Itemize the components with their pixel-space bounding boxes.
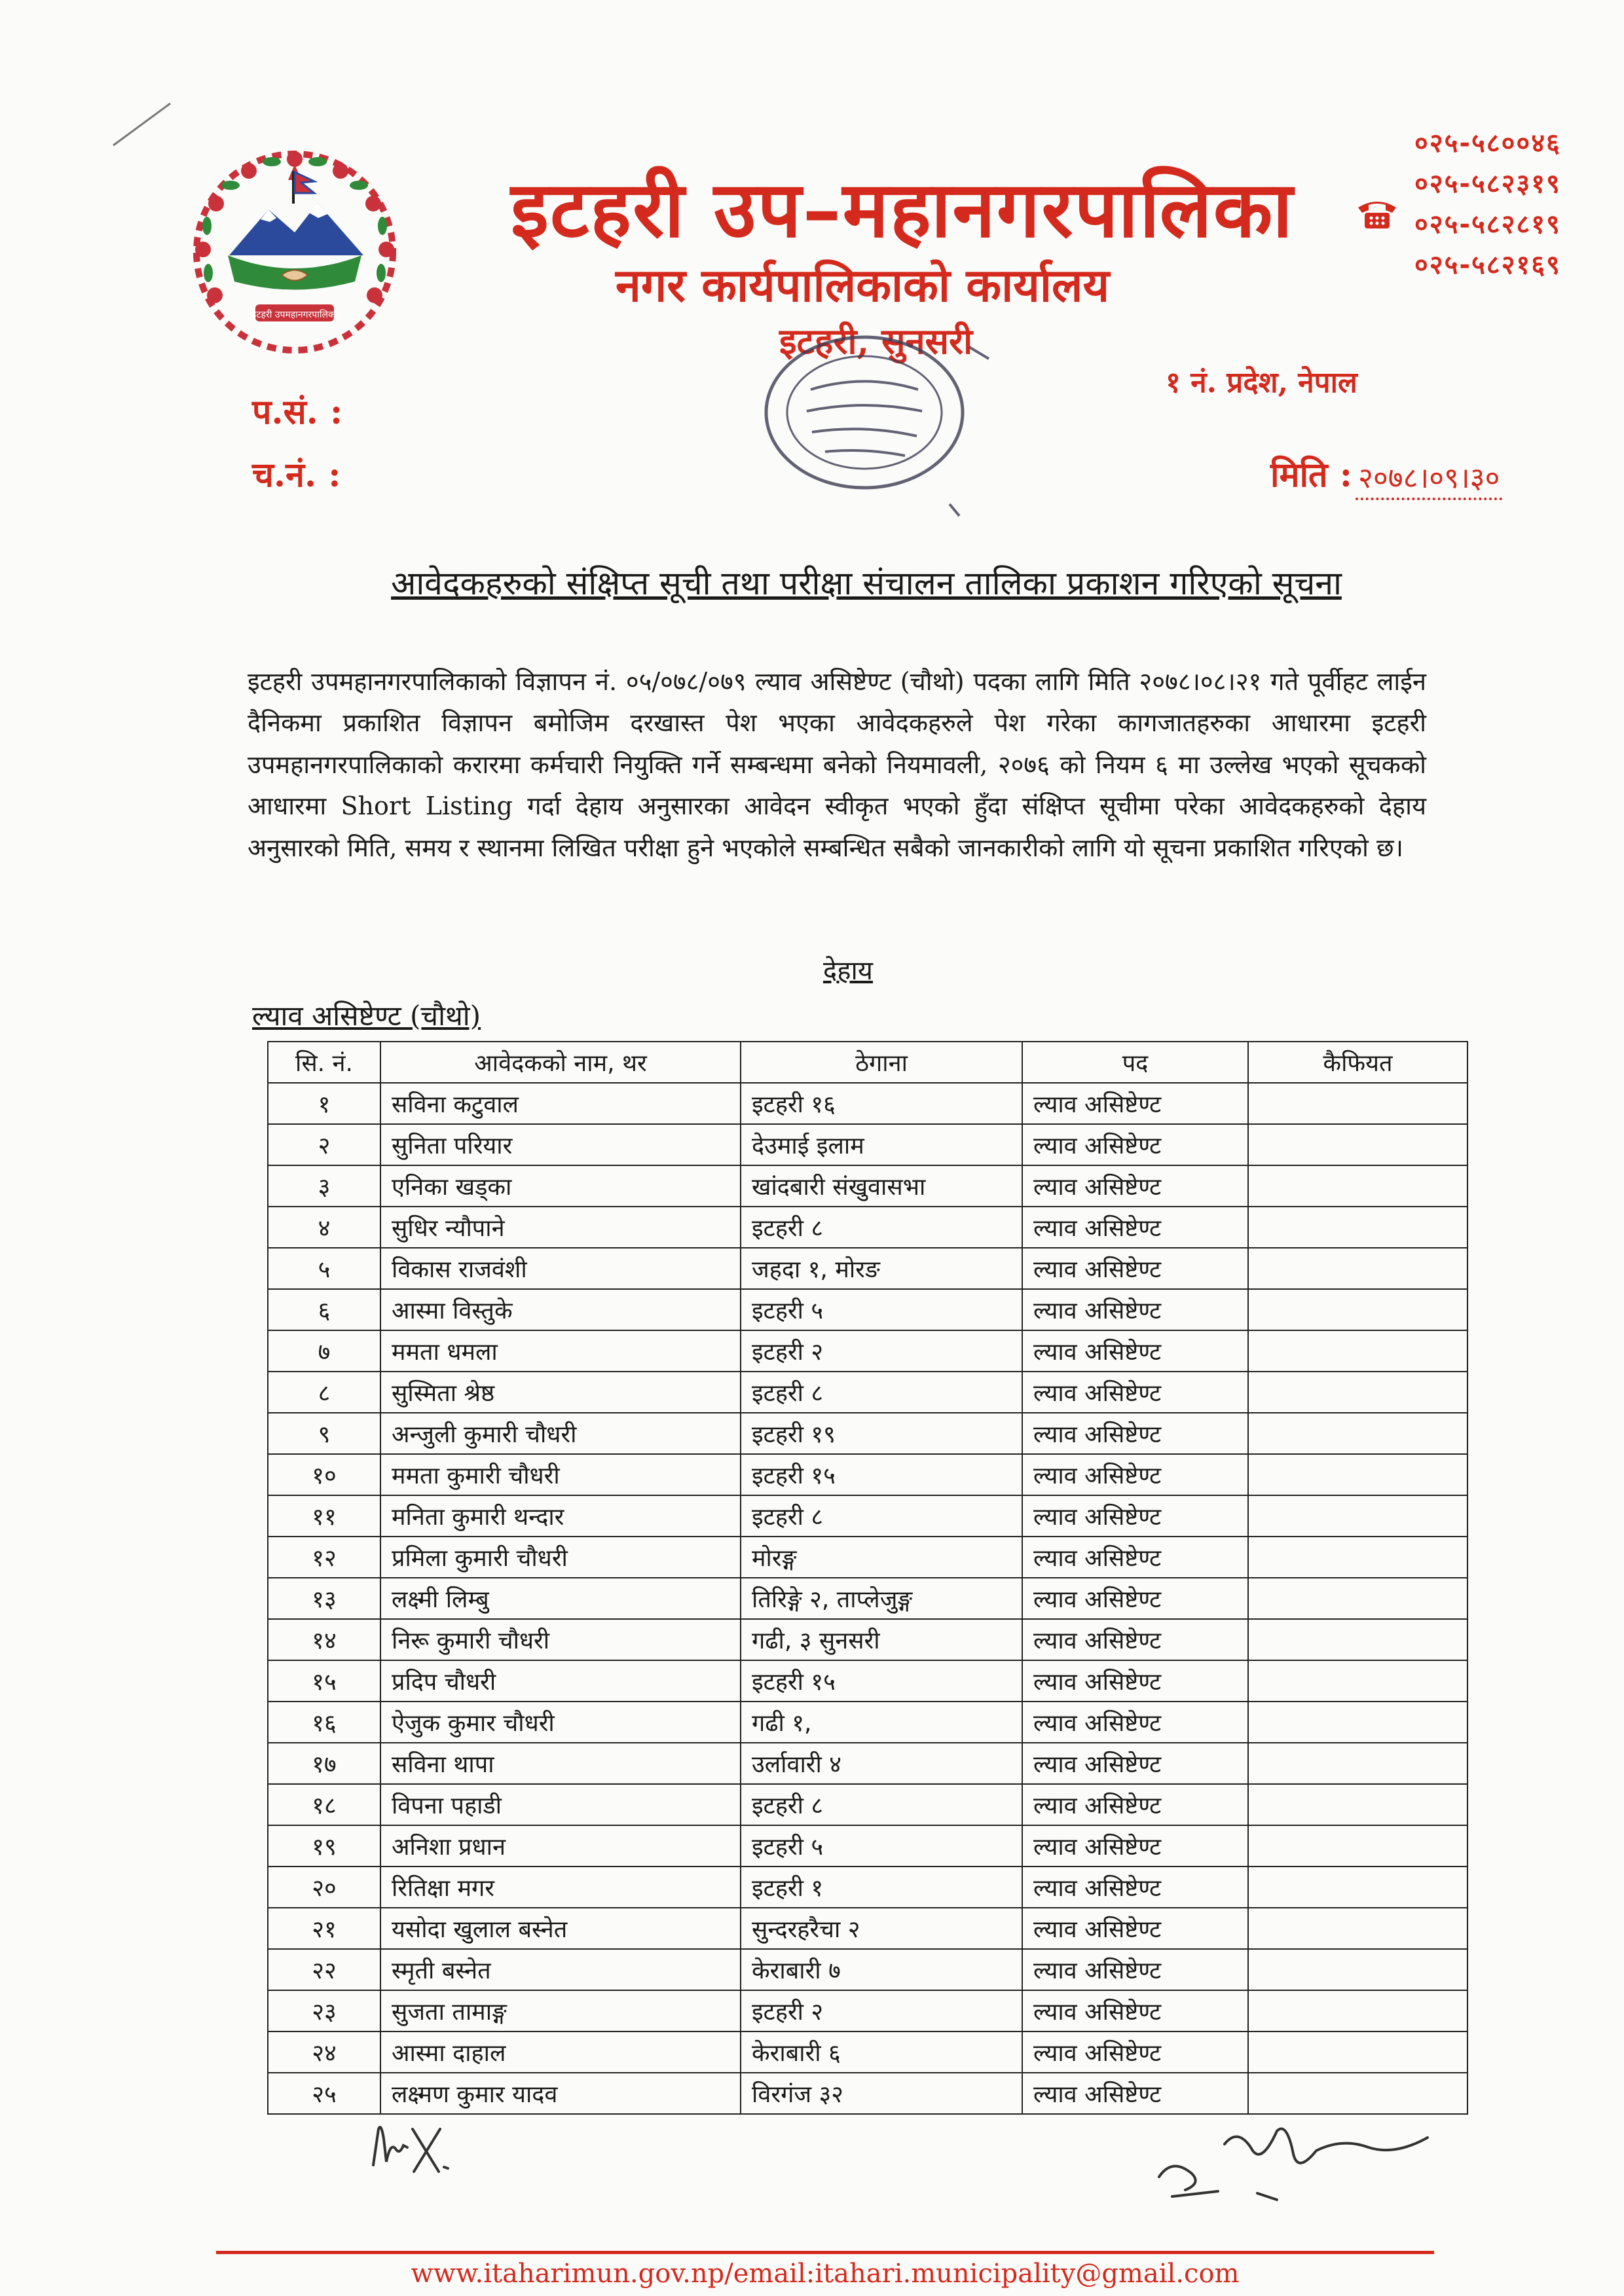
table-row bbox=[268, 1330, 1467, 1372]
post-cell: ल्याव असिष्टेण्ट bbox=[1022, 1165, 1248, 1207]
serial-number-cell: १४ bbox=[268, 1619, 380, 1660]
serial-number-cell: ११ bbox=[268, 1495, 380, 1537]
remarks-cell bbox=[1248, 1330, 1467, 1372]
table-row bbox=[268, 1743, 1467, 1784]
reference-number-label: प.सं. : bbox=[252, 392, 343, 432]
table-header-row bbox=[268, 1042, 1467, 1083]
remarks-cell bbox=[1248, 1413, 1467, 1454]
address-cell: इटहरी ८ bbox=[741, 1495, 1022, 1537]
applicant-name-cell: सविना कटुवाल bbox=[380, 1083, 741, 1124]
address-cell: इटहरी १९ bbox=[741, 1413, 1022, 1454]
date-value: २०७८।०९।३० bbox=[1356, 457, 1502, 500]
address-cell: इटहरी १५ bbox=[741, 1454, 1022, 1495]
column-header-name: आवेदकको नाम, थर bbox=[380, 1042, 741, 1083]
table-row bbox=[268, 1949, 1467, 1990]
phone-number: ०२५-५८२८१९ bbox=[1414, 210, 1561, 240]
remarks-cell bbox=[1248, 2073, 1467, 2114]
applicant-name-cell: सुधिर न्यौपाने bbox=[380, 1207, 741, 1248]
table-row bbox=[268, 1990, 1467, 2032]
remarks-cell bbox=[1248, 1207, 1467, 1248]
post-cell: ल्याव असिष्टेण्ट bbox=[1022, 1578, 1248, 1619]
remarks-cell bbox=[1248, 1990, 1467, 2032]
address-cell: इटहरी ५ bbox=[741, 1825, 1022, 1867]
address-cell: इटहरी २ bbox=[741, 1330, 1022, 1372]
serial-number-cell: १३ bbox=[268, 1578, 380, 1619]
serial-number-cell: २४ bbox=[268, 2032, 380, 2073]
post-cell: ल्याव असिष्टेण्ट bbox=[1022, 1619, 1248, 1660]
post-cell: ल्याव असिष्टेण्ट bbox=[1022, 1990, 1248, 2032]
post-cell: ल्याव असिष्टेण्ट bbox=[1022, 1537, 1248, 1578]
remarks-cell bbox=[1248, 1908, 1467, 1949]
remarks-cell bbox=[1248, 1083, 1467, 1124]
post-cell: ल्याव असिष्टेण्ट bbox=[1022, 1413, 1248, 1454]
serial-number-cell: ३ bbox=[268, 1165, 380, 1207]
serial-number-cell: ५ bbox=[268, 1248, 380, 1289]
serial-number-cell: २१ bbox=[268, 1908, 380, 1949]
table-row bbox=[268, 1124, 1467, 1165]
post-cell: ल्याव असिष्टेण्ट bbox=[1022, 1124, 1248, 1165]
column-header-remarks: कैफियत bbox=[1248, 1042, 1467, 1083]
telephone-icon bbox=[1354, 193, 1400, 232]
remarks-cell bbox=[1248, 1289, 1467, 1330]
address-cell: खांदबारी संखुवासभा bbox=[741, 1165, 1022, 1207]
post-cell: ल्याव असिष्टेण्ट bbox=[1022, 1660, 1248, 1702]
table-row bbox=[268, 1702, 1467, 1743]
column-header-address: ठेगाना bbox=[741, 1042, 1022, 1083]
applicant-name-cell: सविना थापा bbox=[380, 1743, 741, 1784]
table-row bbox=[268, 1660, 1467, 1702]
address-cell: मोरङ्ग bbox=[741, 1537, 1022, 1578]
remarks-cell bbox=[1248, 1578, 1467, 1619]
address-cell: इटहरी ५ bbox=[741, 1289, 1022, 1330]
government-emblem bbox=[183, 141, 406, 363]
signature-initials bbox=[367, 2109, 458, 2181]
table-row bbox=[268, 1537, 1467, 1578]
serial-number-cell: ४ bbox=[268, 1207, 380, 1248]
post-cell: ल्याव असिष्टेण्ट bbox=[1022, 1949, 1248, 1990]
address-cell: इटहरी ८ bbox=[741, 1784, 1022, 1825]
post-cell: ल्याव असिष्टेण्ट bbox=[1022, 1743, 1248, 1784]
remarks-cell bbox=[1248, 1949, 1467, 1990]
remarks-cell bbox=[1248, 1248, 1467, 1289]
footer-contact: www.itaharimun.gov.np/email:itahari.municipality@gmail.com bbox=[411, 2259, 1240, 2289]
applicant-name-cell: लक्ष्मण कुमार यादव bbox=[380, 2073, 741, 2114]
applicant-name-cell: प्रदिप चौधरी bbox=[380, 1660, 741, 1702]
province: १ नं. प्रदेश, नेपाल bbox=[1166, 366, 1357, 399]
phone-numbers bbox=[1414, 123, 1598, 285]
address-cell: विरगंज ३२ bbox=[741, 2073, 1022, 2114]
notice-body: इटहरी उपमहानगरपालिकाको विज्ञापन नं. ०५/०७८/०७९ ल्याव असिष्टेण्ट (चौथो) पदका लागि मिति २०७८।०८।२१ गते पूर्वीहट लाईन दैनिकमा प्रकाशित विज्ञापन बमोजिम दरखास्त पेश भएका आवेदकहरुले पेश गरेका कागजातहरुका आधारमा इटहरी उपमहानगरपालिकाको करारमा कर्मचारी नियुक्ति गर्ने सम्बन्धमा बनेको नियमावली, २०७६ को नियम ६ मा उल्लेख भएको सूचकको आधारमा Short Listing गर्दा देहाय अनुसारका आवेदन स्वीकृत भएको हुँदा संक्षिप्त सूचीमा परेका आवेदकहरुको देहाय अनुसारको मिति, समय र स्थानमा लिखित परीक्षा हुने भएकोले सम्बन्धित सबैको जानकारीको लागि यो सूचना प्रकाशित गरिएको छ। bbox=[248, 667, 1426, 862]
post-cell: ल्याव असिष्टेण्ट bbox=[1022, 2073, 1248, 2114]
address-cell: देउमाई इलाम bbox=[741, 1124, 1022, 1165]
emblem-motto: इटहरी उपमहानगरपालिका bbox=[251, 310, 338, 320]
table-row bbox=[268, 1867, 1467, 1908]
post-cell: ल्याव असिष्टेण्ट bbox=[1022, 1867, 1248, 1908]
address-cell: सुन्दरहरैचा २ bbox=[741, 1908, 1022, 1949]
serial-number-cell: ८ bbox=[268, 1372, 380, 1413]
scan-mark bbox=[108, 98, 180, 151]
serial-number-cell: १२ bbox=[268, 1537, 380, 1578]
post-cell: ल्याव असिष्टेण्ट bbox=[1022, 1207, 1248, 1248]
address-cell: उर्लावारी ४ bbox=[741, 1743, 1022, 1784]
applicant-name-cell: ममता धमला bbox=[380, 1330, 741, 1372]
post-cell: ल्याव असिष्टेण्ट bbox=[1022, 1495, 1248, 1537]
applicant-name-cell: सुस्मिता श्रेष्ठ bbox=[380, 1372, 741, 1413]
serial-number-cell: १५ bbox=[268, 1660, 380, 1702]
column-header-post: पद bbox=[1022, 1042, 1248, 1083]
serial-number-cell: १ bbox=[268, 1083, 380, 1124]
serial-number-cell: १६ bbox=[268, 1702, 380, 1743]
serial-number-cell: १९ bbox=[268, 1825, 380, 1867]
remarks-cell bbox=[1248, 1372, 1467, 1413]
table-row bbox=[268, 1908, 1467, 1949]
remarks-cell bbox=[1248, 1537, 1467, 1578]
table-row bbox=[268, 2073, 1467, 2114]
applicant-name-cell: मनिता कुमारी थन्दार bbox=[380, 1495, 741, 1537]
address-cell: गढी, ३ सुनसरी bbox=[741, 1619, 1022, 1660]
org-title: इटहरी उप–महानगरपालिका bbox=[511, 164, 1294, 255]
applicant-name-cell: आस्मा विस्तुके bbox=[380, 1289, 741, 1330]
dispatch-number-label: च.नं. : bbox=[252, 455, 341, 495]
applicant-name-cell: अन्जुली कुमारी चौधरी bbox=[380, 1413, 741, 1454]
address-cell: इटहरी १ bbox=[741, 1867, 1022, 1908]
table-row bbox=[268, 1495, 1467, 1537]
post-cell: ल्याव असिष्टेण्ट bbox=[1022, 1083, 1248, 1124]
serial-number-cell: १० bbox=[268, 1454, 380, 1495]
remarks-cell bbox=[1248, 1495, 1467, 1537]
post-cell: ल्याव असिष्टेण्ट bbox=[1022, 1248, 1248, 1289]
office-location: इटहरी, सुनसरी bbox=[779, 320, 973, 362]
serial-number-cell: २ bbox=[268, 1124, 380, 1165]
office-seal bbox=[733, 308, 1008, 524]
serial-number-cell: २२ bbox=[268, 1949, 380, 1990]
table-row bbox=[268, 1289, 1467, 1330]
applicant-name-cell: लक्ष्मी लिम्बु bbox=[380, 1578, 741, 1619]
post-heading: ल्याव असिष्टेण्ट (चौथो) bbox=[252, 1000, 481, 1032]
table-row bbox=[268, 1825, 1467, 1867]
post-cell: ल्याव असिष्टेण्ट bbox=[1022, 1330, 1248, 1372]
applicant-name-cell: विकास राजवंशी bbox=[380, 1248, 741, 1289]
address-cell: इटहरी १५ bbox=[741, 1660, 1022, 1702]
applicant-name-cell: एनिका खड्का bbox=[380, 1165, 741, 1207]
applicants-table bbox=[267, 1041, 1468, 2115]
address-cell: गढी १, bbox=[741, 1702, 1022, 1743]
applicant-name-cell: सुजता तामाङ्ग bbox=[380, 1990, 741, 2032]
applicant-name-cell: स्मृती बस्नेत bbox=[380, 1949, 741, 1990]
applicant-name-cell: प्रमिला कुमारी चौधरी bbox=[380, 1537, 741, 1578]
phone-number: ०२५-५८२१६९ bbox=[1414, 250, 1561, 280]
remarks-cell bbox=[1248, 1165, 1467, 1207]
post-cell: ल्याव असिष्टेण्ट bbox=[1022, 1372, 1248, 1413]
address-cell: इटहरी १६ bbox=[741, 1083, 1022, 1124]
remarks-cell bbox=[1248, 1702, 1467, 1743]
applicant-name-cell: रितिक्षा मगर bbox=[380, 1867, 741, 1908]
table-row bbox=[268, 1372, 1467, 1413]
address-cell: इटहरी ८ bbox=[741, 1207, 1022, 1248]
notice-title: आवेदकहरुको संक्षिप्त सूची तथा परीक्षा संचालन तालिका प्रकाशन गरिएको सूचना bbox=[391, 564, 1342, 602]
applicant-name-cell: आस्मा दाहाल bbox=[380, 2032, 741, 2073]
phone-number: ०२५-५८००४६ bbox=[1414, 128, 1561, 158]
footer-rule bbox=[216, 2251, 1434, 2254]
remarks-cell bbox=[1248, 2032, 1467, 2073]
applicant-name-cell: यसोदा खुलाल बस्नेत bbox=[380, 1908, 741, 1949]
serial-number-cell: ९ bbox=[268, 1413, 380, 1454]
remarks-cell bbox=[1248, 1743, 1467, 1784]
serial-number-cell: २३ bbox=[268, 1990, 380, 2032]
applicant-name-cell: निरू कुमारी चौधरी bbox=[380, 1619, 741, 1660]
date-label: मिति : bbox=[1270, 455, 1352, 495]
serial-number-cell: १८ bbox=[268, 1784, 380, 1825]
serial-number-cell: १७ bbox=[268, 1743, 380, 1784]
address-cell: केराबारी ६ bbox=[741, 2032, 1022, 2073]
table-row bbox=[268, 1413, 1467, 1454]
address-cell: इटहरी २ bbox=[741, 1990, 1022, 2032]
post-cell: ल्याव असिष्टेण्ट bbox=[1022, 1702, 1248, 1743]
table-row bbox=[268, 1248, 1467, 1289]
table-body bbox=[268, 1083, 1467, 2114]
signature bbox=[1146, 2118, 1447, 2210]
remarks-cell bbox=[1248, 1124, 1467, 1165]
applicant-name-cell: ममता कुमारी चौधरी bbox=[380, 1454, 741, 1495]
address-cell: जहदा १, मोरङ bbox=[741, 1248, 1022, 1289]
office-name: नगर कार्यपालिकाको कार्यालय bbox=[616, 258, 1110, 312]
phone-number: ०२५-५८२३१९ bbox=[1414, 169, 1561, 199]
post-cell: ल्याव असिष्टेण्ट bbox=[1022, 1908, 1248, 1949]
serial-number-cell: ६ bbox=[268, 1289, 380, 1330]
table-row bbox=[268, 2032, 1467, 2073]
table-row bbox=[268, 1083, 1467, 1124]
address-cell: तिरिङ्गे २, ताप्लेजुङ्ग bbox=[741, 1578, 1022, 1619]
post-cell: ल्याव असिष्टेण्ट bbox=[1022, 1289, 1248, 1330]
table-row bbox=[268, 1619, 1467, 1660]
remarks-cell bbox=[1248, 1784, 1467, 1825]
table-row bbox=[268, 1578, 1467, 1619]
applicant-name-cell: सुनिता परियार bbox=[380, 1124, 741, 1165]
applicant-name-cell: विपना पहाडी bbox=[380, 1784, 741, 1825]
column-header-sn: सि. नं. bbox=[268, 1042, 380, 1083]
table-row bbox=[268, 1207, 1467, 1248]
serial-number-cell: ७ bbox=[268, 1330, 380, 1372]
address-cell: केराबारी ७ bbox=[741, 1949, 1022, 1990]
post-cell: ल्याव असिष्टेण्ट bbox=[1022, 2032, 1248, 2073]
remarks-cell bbox=[1248, 1619, 1467, 1660]
remarks-cell bbox=[1248, 1454, 1467, 1495]
section-heading: देहाय bbox=[822, 956, 874, 986]
remarks-cell bbox=[1248, 1660, 1467, 1702]
post-cell: ल्याव असिष्टेण्ट bbox=[1022, 1454, 1248, 1495]
remarks-cell bbox=[1248, 1867, 1467, 1908]
post-cell: ल्याव असिष्टेण्ट bbox=[1022, 1784, 1248, 1825]
post-cell: ल्याव असिष्टेण्ट bbox=[1022, 1825, 1248, 1867]
remarks-cell bbox=[1248, 1825, 1467, 1867]
table-row bbox=[268, 1454, 1467, 1495]
table-row bbox=[268, 1165, 1467, 1207]
serial-number-cell: २५ bbox=[268, 2073, 380, 2114]
applicant-name-cell: ऐजुक कुमार चौधरी bbox=[380, 1702, 741, 1743]
address-cell: इटहरी ८ bbox=[741, 1372, 1022, 1413]
serial-number-cell: २० bbox=[268, 1867, 380, 1908]
table-row bbox=[268, 1784, 1467, 1825]
applicant-name-cell: अनिशा प्रधान bbox=[380, 1825, 741, 1867]
